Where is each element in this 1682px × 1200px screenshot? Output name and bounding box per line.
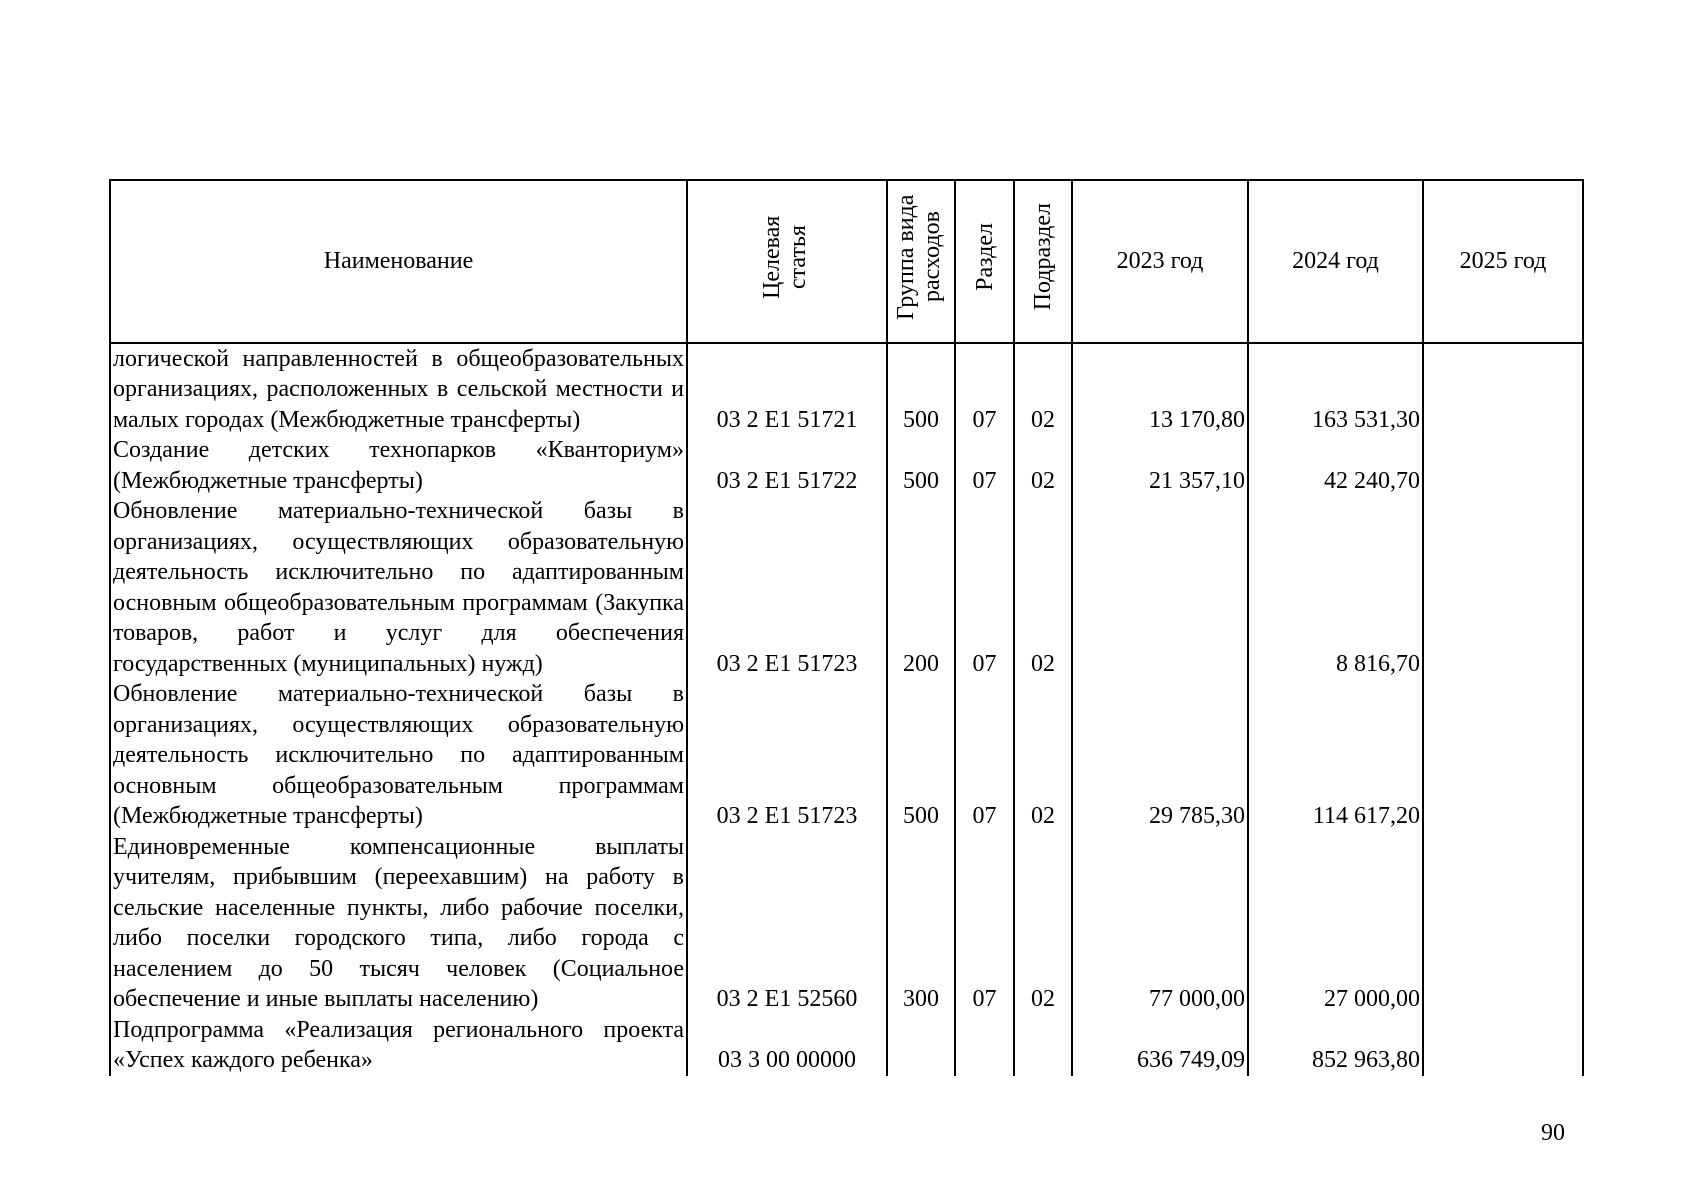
row-target: 03 3 00 00000 <box>687 1015 887 1076</box>
header-target: Целевая статья <box>687 180 887 343</box>
row-subsection: 02 <box>1014 435 1072 496</box>
header-2023: 2023 год <box>1072 180 1248 343</box>
row-2024: 852 963,80 <box>1248 1015 1423 1076</box>
row-group: 200 <box>887 496 955 679</box>
row-target: 03 2 E1 52560 <box>687 832 887 1015</box>
row-subsection <box>1014 1015 1072 1076</box>
row-group: 300 <box>887 832 955 1015</box>
row-2024: 42 240,70 <box>1248 435 1423 496</box>
row-name: Единовременные компенсационные выплаты учителям, прибывшим (переехавшим) на работу в сельские населенные пункты, либо рабочие поселки, либо поселки городского типа, либо города с населением до 50 тысяч человек (Социальное обеспечение и иные выплаты населению) <box>110 832 687 1015</box>
row-target: 03 2 E1 51723 <box>687 679 887 832</box>
header-subsection: Подраздел <box>1014 180 1072 343</box>
row-2024: 114 617,20 <box>1248 679 1423 832</box>
row-subsection: 02 <box>1014 343 1072 436</box>
row-2023 <box>1072 496 1248 679</box>
row-target: 03 2 E1 51723 <box>687 496 887 679</box>
page-number: 90 <box>1541 1120 1565 1146</box>
row-section: 07 <box>955 496 1014 679</box>
row-name: Обновление материально-технической базы в организациях, осуществляющих образовательную деятельность исключительно по адаптированным основным общеобразовательным программам (Межбюджетные трансферты) <box>110 679 687 832</box>
table-row <box>110 679 1583 832</box>
row-2023: 636 749,09 <box>1072 1015 1248 1076</box>
row-name: Обновление материально-технической базы в организациях, осуществляющих образовательную деятельность исключительно по адаптированным основным общеобразовательным программам (Закупка товаров, работ и услуг для обеспечения государственных (муниципальных) нужд) <box>110 496 687 679</box>
row-group: 500 <box>887 679 955 832</box>
table-row <box>110 496 1583 679</box>
row-target: 03 2 E1 51722 <box>687 435 887 496</box>
header-2025: 2025 год <box>1423 180 1583 343</box>
row-2025 <box>1423 435 1583 496</box>
table-header-row <box>110 180 1583 343</box>
row-2025 <box>1423 1015 1583 1076</box>
row-group: 500 <box>887 435 955 496</box>
row-2025 <box>1423 343 1583 436</box>
row-2025 <box>1423 832 1583 1015</box>
header-group: Группа вида расходов <box>887 180 955 343</box>
row-subsection: 02 <box>1014 496 1072 679</box>
row-subsection: 02 <box>1014 832 1072 1015</box>
header-name: Наименование <box>110 180 687 343</box>
row-section <box>955 1015 1014 1076</box>
row-2024: 163 531,30 <box>1248 343 1423 436</box>
row-2023: 29 785,30 <box>1072 679 1248 832</box>
row-section: 07 <box>955 435 1014 496</box>
row-section: 07 <box>955 832 1014 1015</box>
row-section: 07 <box>955 679 1014 832</box>
row-target: 03 2 E1 51721 <box>687 343 887 436</box>
row-name: логической направленностей в общеобразовательных организациях, расположенных в сельской местности и малых городах (Межбюджетные трансферты) <box>110 343 687 436</box>
row-2025 <box>1423 496 1583 679</box>
row-subsection: 02 <box>1014 679 1072 832</box>
row-group: 500 <box>887 343 955 436</box>
header-section: Раздел <box>955 180 1014 343</box>
table-row <box>110 435 1583 496</box>
table-row <box>110 1015 1583 1076</box>
table-row <box>110 832 1583 1015</box>
header-2024: 2024 год <box>1248 180 1423 343</box>
row-name: Создание детских технопарков «Кванториум» (Межбюджетные трансферты) <box>110 435 687 496</box>
row-2023: 13 170,80 <box>1072 343 1248 436</box>
table-row <box>110 343 1583 436</box>
row-2023: 77 000,00 <box>1072 832 1248 1015</box>
row-group <box>887 1015 955 1076</box>
row-section: 07 <box>955 343 1014 436</box>
row-2024: 8 816,70 <box>1248 496 1423 679</box>
row-2024: 27 000,00 <box>1248 832 1423 1015</box>
row-2023: 21 357,10 <box>1072 435 1248 496</box>
budget-table <box>109 179 1584 1076</box>
row-name: Подпрограмма «Реализация регионального проекта «Успех каждого ребенка» <box>110 1015 687 1076</box>
row-2025 <box>1423 679 1583 832</box>
